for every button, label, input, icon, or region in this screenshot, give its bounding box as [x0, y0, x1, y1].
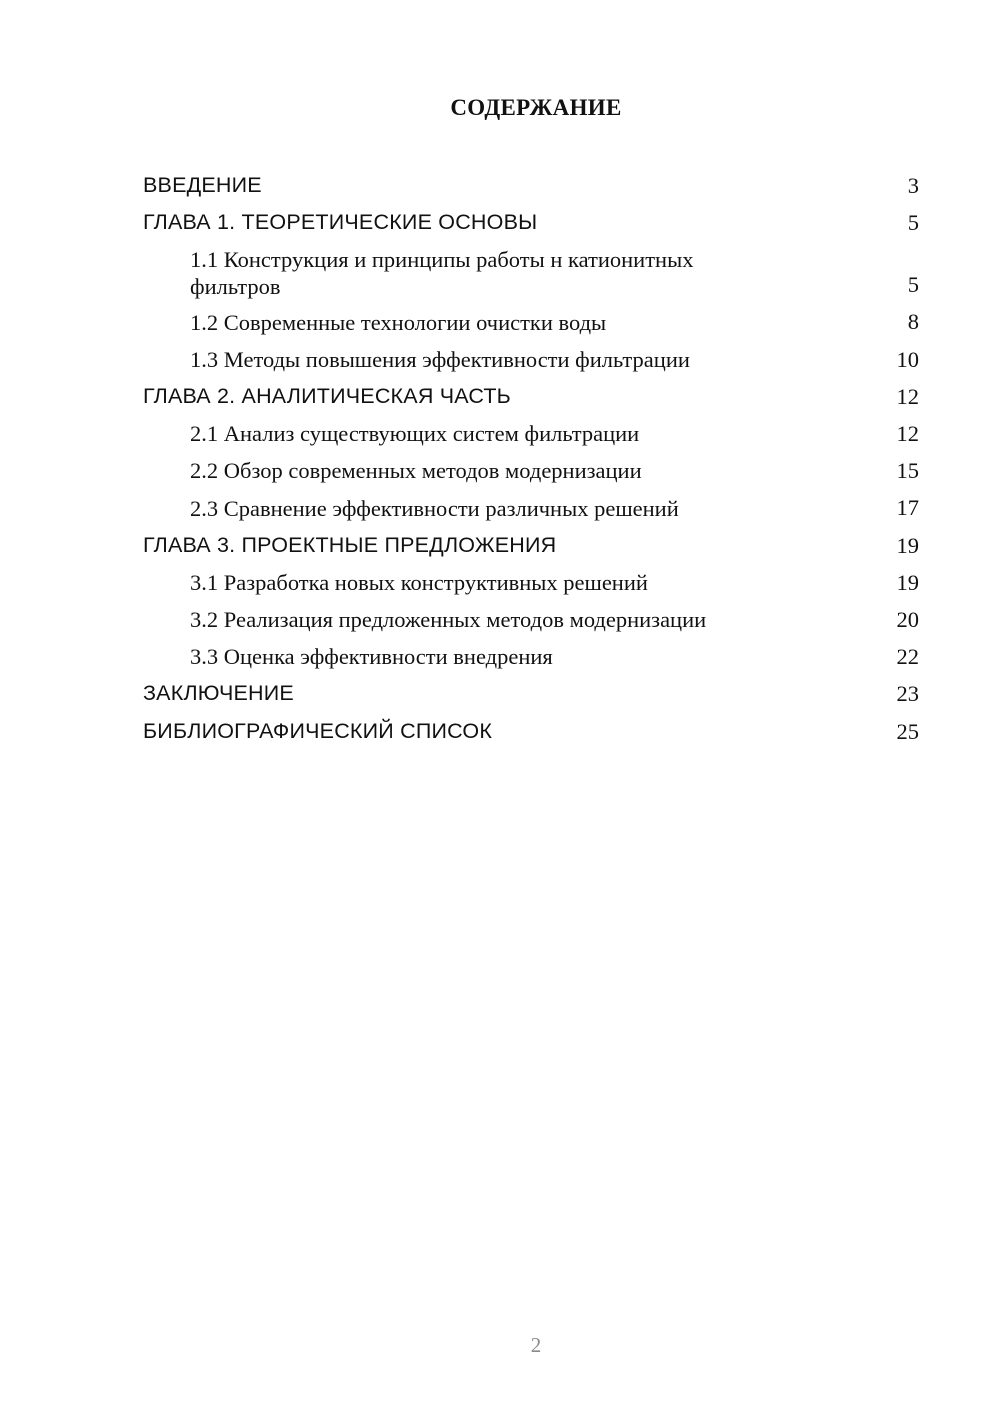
toc-entry-section-3-3: [143, 638, 919, 675]
toc-entry-text: ЗАКЛЮЧЕНИЕ: [143, 681, 294, 706]
toc-entry-page: 20: [896, 607, 919, 633]
toc-entry-text: 2.2 Обзор современных методов модернизации: [190, 458, 642, 484]
toc-entry-text: 3.2 Реализация предложенных методов модернизации: [190, 607, 707, 633]
toc-entry-text: 3.1 Разработка новых конструктивных решений: [190, 570, 648, 596]
toc-entry-page: 12: [896, 383, 919, 409]
toc-entry-text: ГЛАВА 1. ТЕОРЕТИЧЕСКИЕ ОСНОВЫ: [143, 210, 538, 235]
toc-entry-bibliography: [143, 713, 919, 750]
toc-entry-chapter-1: [143, 204, 919, 241]
toc-entry-section-1-2: [143, 303, 919, 340]
toc-entry-page: 5: [907, 272, 919, 298]
toc-entry-page: 19: [896, 532, 919, 558]
toc-entry-section-2-2: [143, 452, 919, 489]
toc-entry-conclusion: [143, 675, 919, 712]
toc-entry-chapter-2: [143, 378, 919, 415]
toc-entry-page: 19: [896, 569, 919, 595]
toc-entry-text: БИБЛИОГРАФИЧЕСКИЙ СПИСОК: [143, 718, 493, 743]
toc-title: СОДЕРЖАНИЕ: [450, 95, 622, 120]
toc-entry-section-2-1: [143, 415, 919, 452]
toc-entry-section-1-1: [143, 241, 919, 303]
toc-entry-chapter-3: [143, 527, 919, 564]
toc-entry-section-2-3: [143, 489, 919, 526]
toc-entry-page: 15: [896, 458, 919, 484]
toc-entry-page: 8: [907, 309, 919, 335]
toc-entry-text: 2.3 Сравнение эффективности различных решений: [190, 495, 679, 521]
toc-entry-text: ВВЕДЕНИЕ: [143, 173, 262, 197]
table-of-contents: [143, 167, 919, 750]
toc-entry-page: 5: [907, 210, 919, 236]
toc-entry-page: 3: [907, 173, 919, 198]
toc-entry-page: 12: [896, 421, 919, 447]
toc-entry-text: ГЛАВА 2. АНАЛИТИЧЕСКАЯ ЧАСТЬ: [143, 383, 511, 408]
toc-entry-introduction: [143, 167, 919, 204]
toc-entry-text: 1.2 Современные технологии очистки воды: [190, 309, 607, 335]
toc-entry-text: 1.1 Конструкция и принципы работы н катионитных фильтров: [190, 247, 694, 300]
toc-entry-section-1-3: [143, 341, 919, 378]
toc-entry-page: 23: [896, 681, 919, 707]
toc-entry-section-3-2: [143, 601, 919, 638]
toc-entry-section-3-1: [143, 564, 919, 601]
toc-entry-page: 22: [896, 644, 919, 670]
toc-entry-text: 2.1 Анализ существующих систем фильтрации: [190, 421, 640, 447]
toc-entry-text: ГЛАВА 3. ПРОЕКТНЫЕ ПРЕДЛОЖЕНИЯ: [143, 532, 557, 557]
toc-entry-page: 17: [896, 495, 919, 521]
toc-entry-page: 25: [896, 718, 919, 744]
toc-entry-page: 10: [896, 346, 919, 372]
toc-entry-text: 3.3 Оценка эффективности внедрения: [190, 644, 553, 670]
page-number: 2: [530, 1333, 542, 1357]
toc-entry-text: 1.3 Методы повышения эффективности фильтрации: [190, 346, 690, 372]
